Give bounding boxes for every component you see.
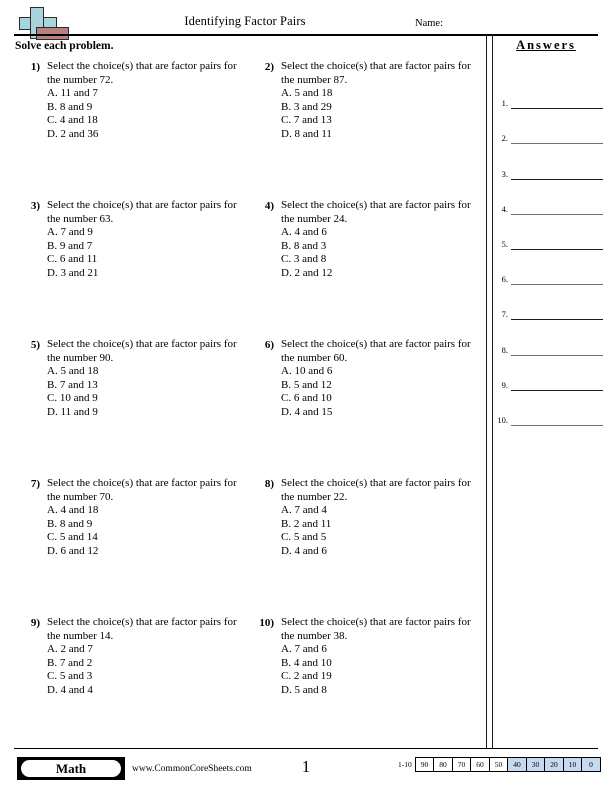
footer-divider-rule — [14, 748, 598, 749]
problem-choice-A[interactable]: A. 7 and 4 — [281, 504, 327, 517]
problem-question: Select the choice(s) that are factor pairs for the number 60. — [281, 338, 471, 364]
problem-4[interactable] — [248, 199, 482, 338]
problem-choice-D[interactable]: D. 4 and 6 — [281, 544, 327, 557]
problem-question: Select the choice(s) that are factor pairs for the number 70. — [47, 477, 237, 503]
answer-row — [492, 145, 612, 180]
problem-choice-C[interactable]: C. 4 and 18 — [47, 114, 98, 127]
problem-number: 8) — [264, 477, 274, 490]
answer-number: 2. — [501, 133, 508, 144]
answer-number: 5. — [501, 238, 508, 249]
name-field-label[interactable]: Name: — [415, 18, 443, 29]
problem-number: 7) — [30, 477, 40, 490]
answer-number: 3. — [501, 168, 508, 179]
problem-choice-B[interactable]: B. 3 and 29 — [281, 100, 332, 113]
problem-choice-A[interactable]: A. 7 and 9 — [47, 226, 93, 239]
problem-number: 3) — [30, 199, 40, 212]
problem-question: Select the choice(s) that are factor pairs for the number 90. — [47, 338, 237, 364]
answer-row — [492, 357, 612, 392]
answer-row — [492, 110, 612, 145]
problem-choice-A[interactable]: A. 5 and 18 — [47, 365, 99, 378]
problem-choice-D[interactable]: D. 4 and 15 — [281, 405, 333, 418]
problem-choice-B[interactable]: B. 9 and 7 — [47, 239, 93, 252]
problem-question: Select the choice(s) that are factor pairs for the number 24. — [281, 199, 471, 225]
problem-choice-D[interactable]: D. 3 and 21 — [47, 266, 99, 279]
problem-row — [14, 199, 482, 338]
answer-input-line[interactable] — [511, 108, 603, 109]
problem-choice-C[interactable]: C. 3 and 8 — [281, 253, 327, 266]
score-box-0: 0 — [581, 757, 601, 772]
problem-body — [47, 338, 248, 420]
problem-number: 9) — [30, 616, 40, 629]
problem-body — [281, 199, 482, 281]
problem-5[interactable] — [14, 338, 248, 477]
problem-number: 2) — [264, 60, 274, 73]
score-box-10: 10 — [563, 757, 583, 772]
score-box-20: 20 — [544, 757, 564, 772]
problem-number: 4) — [264, 199, 274, 212]
answer-row — [492, 286, 612, 321]
problem-10[interactable] — [248, 616, 482, 755]
problem-body — [47, 60, 248, 142]
problem-question: Select the choice(s) that are factor pairs for the number 87. — [281, 60, 471, 86]
problem-6[interactable] — [248, 338, 482, 477]
problem-choice-C[interactable]: C. 7 and 13 — [281, 114, 332, 127]
problem-row — [14, 477, 482, 616]
problem-choice-A[interactable]: A. 5 and 18 — [281, 87, 333, 100]
problem-body — [47, 477, 248, 559]
problem-choice-C[interactable]: C. 2 and 19 — [281, 670, 332, 683]
problem-choice-D[interactable]: D. 8 and 11 — [281, 127, 332, 140]
problem-choice-D[interactable]: D. 11 and 9 — [47, 405, 98, 418]
answers-panel — [492, 38, 612, 427]
problem-body — [47, 616, 248, 698]
answer-number: 10. — [497, 414, 508, 425]
problem-body — [281, 338, 482, 420]
answer-input-line[interactable] — [511, 179, 603, 180]
problem-choice-B[interactable]: B. 8 and 9 — [47, 100, 93, 113]
problem-body — [47, 199, 248, 281]
problem-choice-B[interactable]: B. 7 and 13 — [47, 378, 98, 391]
problem-question: Select the choice(s) that are factor pairs for the number 38. — [281, 616, 471, 642]
answers-heading: Answers — [516, 38, 576, 52]
problem-choice-D[interactable]: D. 2 and 12 — [281, 266, 333, 279]
instruction-text: Solve each problem. — [15, 40, 114, 52]
worksheet-title: Identifying Factor Pairs — [184, 14, 306, 28]
problem-choice-A[interactable]: A. 11 and 7 — [47, 87, 98, 100]
score-box-60: 60 — [470, 757, 490, 772]
problem-choice-A[interactable]: A. 4 and 6 — [281, 226, 327, 239]
answer-input-line[interactable] — [511, 214, 603, 215]
site-url[interactable]: www.CommonCoreSheets.com — [132, 764, 252, 774]
answer-row — [492, 321, 612, 356]
score-box-80: 80 — [433, 757, 453, 772]
problem-1[interactable] — [14, 60, 248, 199]
answer-input-line[interactable] — [511, 284, 603, 285]
problem-7[interactable] — [14, 477, 248, 616]
problem-number: 6) — [264, 338, 274, 351]
problem-choice-A[interactable]: A. 4 and 18 — [47, 504, 99, 517]
subject-badge-label: Math — [21, 760, 121, 777]
problem-choice-D[interactable]: D. 5 and 8 — [281, 683, 327, 696]
problem-9[interactable] — [14, 616, 248, 755]
problem-choice-C[interactable]: C. 5 and 14 — [47, 531, 98, 544]
answer-input-line[interactable] — [511, 143, 603, 144]
answer-number: 1. — [501, 98, 508, 109]
problem-body — [281, 616, 482, 698]
answer-row — [492, 216, 612, 251]
score-box-50: 50 — [489, 757, 509, 772]
score-scale — [398, 757, 601, 772]
answer-row — [492, 392, 612, 427]
problem-choice-D[interactable]: D. 4 and 4 — [47, 683, 93, 696]
problem-choice-B[interactable]: B. 8 and 9 — [47, 517, 93, 530]
score-box-70: 70 — [452, 757, 472, 772]
problem-question: Select the choice(s) that are factor pairs for the number 72. — [47, 60, 237, 86]
header-divider-rule — [14, 34, 598, 36]
problem-grid — [14, 60, 482, 755]
problem-row — [14, 338, 482, 477]
answer-number: 6. — [501, 274, 508, 285]
answer-list — [492, 75, 612, 427]
problem-choice-A[interactable]: A. 7 and 6 — [281, 643, 327, 656]
problem-choice-A[interactable]: A. 2 and 7 — [47, 643, 93, 656]
answer-row — [492, 251, 612, 286]
answer-number: 4. — [501, 203, 508, 214]
problem-3[interactable] — [14, 199, 248, 338]
answer-input-line[interactable] — [511, 390, 603, 391]
problem-choice-A[interactable]: A. 10 and 6 — [281, 365, 333, 378]
page-number: 1 — [301, 757, 311, 776]
problem-body — [281, 477, 482, 559]
problem-question: Select the choice(s) that are factor pairs for the number 63. — [47, 199, 237, 225]
problem-choice-C[interactable]: C. 10 and 9 — [47, 392, 98, 405]
problem-2[interactable] — [248, 60, 482, 199]
score-box-30: 30 — [526, 757, 546, 772]
answer-number: 7. — [501, 309, 508, 320]
score-scale-label: 1-10 — [398, 760, 412, 769]
score-box-90: 90 — [415, 757, 435, 772]
answer-input-line[interactable] — [511, 249, 603, 250]
problem-choice-B[interactable]: B. 5 and 12 — [281, 378, 332, 391]
score-box-40: 40 — [507, 757, 527, 772]
answer-input-line[interactable] — [511, 425, 603, 426]
answer-number: 9. — [501, 379, 508, 390]
answer-input-line[interactable] — [511, 319, 603, 320]
problem-choice-D[interactable]: D. 6 and 12 — [47, 544, 99, 557]
problem-number: 5) — [30, 338, 40, 351]
problem-choice-B[interactable]: B. 2 and 11 — [281, 517, 332, 530]
answer-row — [492, 75, 612, 110]
problem-number: 1) — [30, 60, 40, 73]
problem-choice-B[interactable]: B. 7 and 2 — [47, 656, 93, 669]
problem-row — [14, 616, 482, 755]
problem-choice-D[interactable]: D. 2 and 36 — [47, 127, 99, 140]
problem-choice-C[interactable]: C. 5 and 5 — [281, 531, 327, 544]
problem-number: 10) — [259, 616, 274, 629]
problem-8[interactable] — [248, 477, 482, 616]
problem-choice-B[interactable]: B. 8 and 3 — [281, 239, 327, 252]
problem-choice-C[interactable]: C. 6 and 11 — [47, 253, 98, 266]
answer-number: 8. — [501, 344, 508, 355]
answer-row — [492, 181, 612, 216]
problem-question: Select the choice(s) that are factor pairs for the number 14. — [47, 616, 237, 642]
problem-body — [281, 60, 482, 142]
page-header — [0, 0, 612, 36]
problem-question: Select the choice(s) that are factor pairs for the number 22. — [281, 477, 471, 503]
answer-input-line[interactable] — [511, 355, 603, 356]
problem-choice-C[interactable]: C. 6 and 10 — [281, 392, 332, 405]
problem-choice-C[interactable]: C. 5 and 3 — [47, 670, 93, 683]
problem-choice-B[interactable]: B. 4 and 10 — [281, 656, 332, 669]
problem-row — [14, 60, 482, 199]
